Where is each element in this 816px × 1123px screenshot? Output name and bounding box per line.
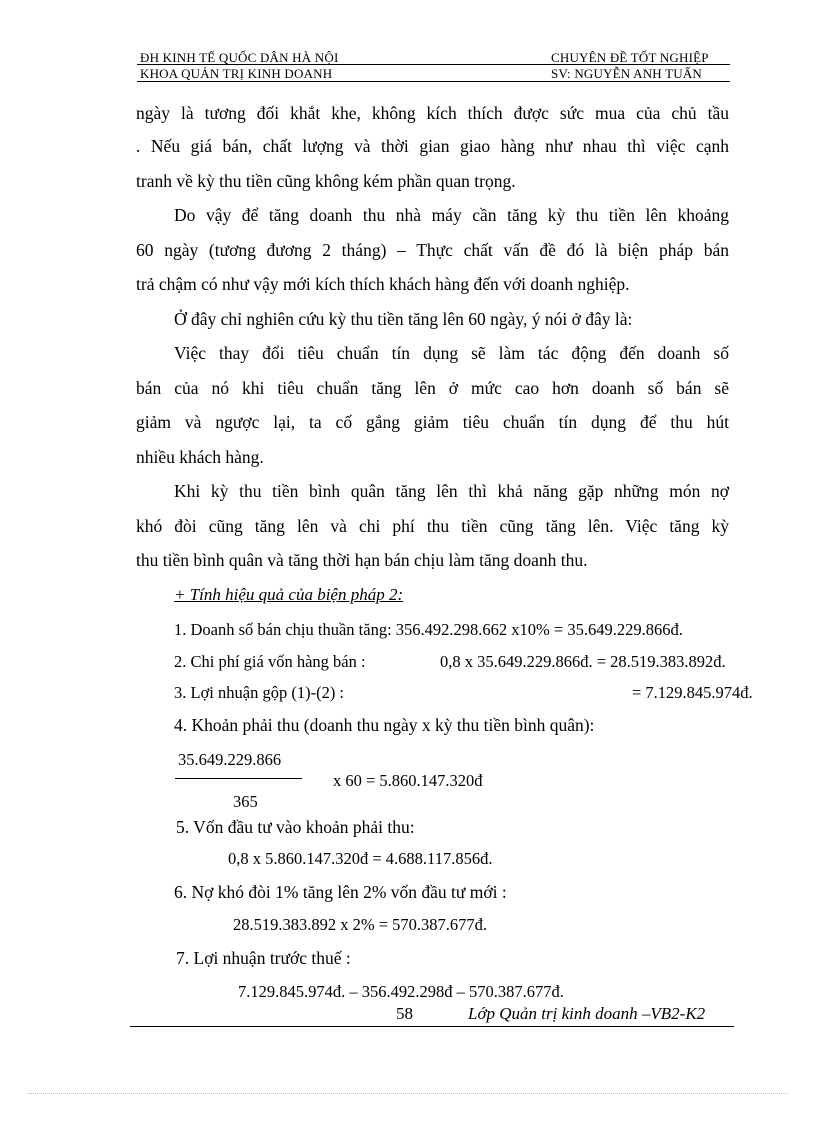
calc-item-4: 4. Khoản phải thu (doanh thu ngày x kỳ thu tiền bình quân): (174, 715, 595, 735)
body-line-12: Khi kỳ thu tiền bình quân tăng lên thì khả năng gặp những món nợ (174, 481, 729, 501)
header-faculty: KHOA QUẢN TRỊ KINH DOANH (140, 66, 333, 81)
body-line-7: Ở đây chỉ nghiên cứu kỳ thu tiền tăng lên 60 ngày, ý nói ở đây là: (174, 309, 633, 329)
calc-item-2-label: 2. Chi phí giá vốn hàng bán : (174, 652, 366, 671)
body-line-5: 60 ngày (tương đương 2 tháng) – Thực chất vấn đề đó là biện pháp bán (136, 240, 729, 260)
footer-rule (130, 1026, 734, 1027)
body-line-13: khó đòi cũng tăng lên và chi phí thu tiền cũng tăng lên. Việc tăng kỳ (136, 516, 729, 536)
body-line-3: tranh về kỳ thu tiền cũng không kém phần quan trọng. (136, 171, 516, 191)
body-line-4: Do vậy để tăng doanh thu nhà máy cần tăng kỳ thu tiền lên khoảng (174, 205, 729, 225)
body-line-10: giảm và ngược lại, ta cố gắng giảm tiêu chuẩn tín dụng để thu hút (136, 412, 729, 432)
fraction-denominator: 365 (233, 792, 258, 811)
calc-item-7-value: 7.129.845.974đ. – 356.492.298đ – 570.387.677đ. (238, 982, 564, 1001)
page-number: 58 (396, 1004, 413, 1023)
calc-item-7: 7. Lợi nhuận trước thuế : (176, 948, 351, 968)
fraction-numerator: 35.649.229.866 (178, 750, 282, 769)
body-line-8: Việc thay đổi tiêu chuẩn tín dụng sẽ làm tác động đến doanh số (174, 343, 729, 363)
calc-item-5: 5. Vốn đầu tư vào khoản phải thu: (176, 817, 415, 837)
header-student: SV: NGUYỄN ANH TUẤN (551, 66, 703, 81)
header-rule (137, 64, 730, 65)
fraction-bar (175, 778, 302, 779)
calc-item-6: 6. Nợ khó đòi 1% tăng lên 2% vốn đầu tư mới : (174, 882, 507, 902)
header-doc-type: CHUYÊN ĐỀ TỐT NGHIỆP (551, 50, 709, 65)
calc-item-3-value: = 7.129.845.974đ. (632, 683, 753, 702)
calc-item-1: 1. Doanh số bán chịu thuần tăng: 356.492.298.662 x10% = 35.649.229.866đ. (174, 620, 683, 639)
header-rule-bottom (137, 81, 730, 82)
header-university: ĐH KINH TẾ QUỐC DÂN HÀ NỘI (140, 50, 339, 65)
calc-heading: + Tính hiệu quả của biện pháp 2: (174, 585, 404, 604)
calc-item-5-value: 0,8 x 5.860.147.320đ = 4.688.117.856đ. (228, 849, 493, 868)
body-line-2: . Nếu giá bán, chất lượng và thời gian giao hàng như nhau thì việc cạnh (136, 136, 729, 156)
fraction-result: x 60 = 5.860.147.320đ (333, 771, 483, 790)
footer-course: Lớp Quản trị kinh doanh –VB2-K2 (468, 1004, 706, 1023)
body-line-6: trả chậm có như vậy mới kích thích khách hàng đến với doanh nghiệp. (136, 274, 630, 294)
body-line-11: nhiều khách hàng. (136, 447, 264, 467)
body-line-14: thu tiền bình quân và tăng thời hạn bán chịu làm tăng doanh thu. (136, 550, 588, 570)
calc-item-2-value: 0,8 x 35.649.229.866đ. = 28.519.383.892đ. (440, 652, 726, 671)
calc-item-3-label: 3. Lợi nhuận gộp (1)-(2) : (174, 683, 345, 702)
calc-item-6-value: 28.519.383.892 x 2% = 570.387.677đ. (233, 915, 488, 934)
page-edge-dotted-line (28, 1093, 788, 1094)
body-line-1: ngày là tương đối khắt khe, không kích thích được sức mua của chủ tầu (136, 103, 729, 123)
body-line-9: bán của nó khi tiêu chuẩn tăng lên ở mức cao hơn doanh số bán sẽ (136, 378, 729, 398)
